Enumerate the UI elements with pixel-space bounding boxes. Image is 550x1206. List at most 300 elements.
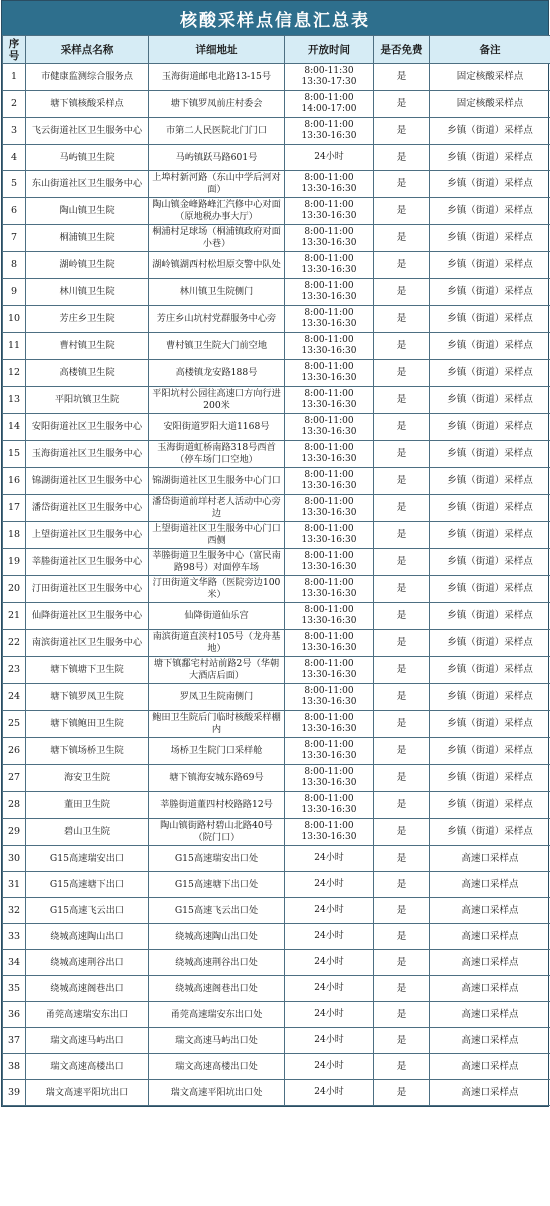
- hours-line: 8:00-11:00: [304, 578, 354, 588]
- cell-address: 鲍田卫生院后门临时核酸采样棚内: [149, 711, 285, 738]
- header-name: 采样点名称: [26, 36, 149, 64]
- table-row: [3, 145, 550, 171]
- hours-line: 8:00-11:00: [304, 227, 354, 237]
- hours-line: 24小时: [314, 879, 344, 889]
- cell-hours: [285, 414, 374, 441]
- cell-no: 25: [3, 711, 26, 738]
- hours-line: 8:00-11:00: [304, 173, 354, 183]
- hours-line: 13:30-16:30: [301, 211, 357, 221]
- cell-note: 高速口采样点: [430, 1054, 550, 1080]
- hours-line: 13:30-16:30: [301, 292, 357, 302]
- cell-no: 10: [3, 306, 26, 333]
- cell-note: 高速口采样点: [430, 898, 550, 924]
- hours-line: 8:00-11:00: [304, 416, 354, 426]
- cell-free: 是: [374, 414, 430, 441]
- hours-line: 24小时: [314, 931, 344, 941]
- cell-no: 6: [3, 198, 26, 225]
- hours-line: 24小时: [314, 1035, 344, 1045]
- cell-note: 乡镇（街道）采样点: [430, 360, 550, 387]
- cell-name: 董田卫生院: [26, 792, 149, 819]
- table-row: [3, 118, 550, 145]
- cell-name: 芳庄乡卫生院: [26, 306, 149, 333]
- cell-name: 塘下镇场桥卫生院: [26, 738, 149, 765]
- cell-name: 碧山卫生院: [26, 819, 149, 846]
- cell-free: 是: [374, 738, 430, 765]
- cell-note: 乡镇（街道）采样点: [430, 306, 550, 333]
- cell-name: 汀田街道社区卫生服务中心: [26, 576, 149, 603]
- hours-line: 13:30-16:30: [301, 697, 357, 707]
- table-row: [3, 441, 550, 468]
- cell-no: 26: [3, 738, 26, 765]
- cell-note: 乡镇（街道）采样点: [430, 819, 550, 846]
- cell-name: 马屿镇卫生院: [26, 145, 149, 171]
- hours-line: 13:30-16:30: [301, 481, 357, 491]
- cell-hours: [285, 1028, 374, 1054]
- table-row: [3, 657, 550, 684]
- cell-free: 是: [374, 1080, 430, 1106]
- cell-free: 是: [374, 387, 430, 414]
- cell-hours: [285, 225, 374, 252]
- cell-no: 23: [3, 657, 26, 684]
- hours-line: 13:30-16:30: [301, 643, 357, 653]
- table-row: [3, 387, 550, 414]
- cell-hours: [285, 630, 374, 657]
- cell-name: 塘下镇核酸采样点: [26, 91, 149, 118]
- cell-address: 南滨街道直浃村105号（龙舟基地）: [149, 630, 285, 657]
- cell-hours: [285, 360, 374, 387]
- cell-free: 是: [374, 1028, 430, 1054]
- cell-name: 湖岭镇卫生院: [26, 252, 149, 279]
- cell-note: 乡镇（街道）采样点: [430, 522, 550, 549]
- cell-no: 33: [3, 924, 26, 950]
- hours-line: 8:00-11:00: [304, 524, 354, 534]
- cell-note: 乡镇（街道）采样点: [430, 738, 550, 765]
- hours-line: 8:00-11:00: [304, 713, 354, 723]
- cell-address: 玉海街道邮电北路13-15号: [149, 64, 285, 91]
- cell-name: 林川镇卫生院: [26, 279, 149, 306]
- cell-free: 是: [374, 495, 430, 522]
- hours-line: 8:00-11:00: [304, 551, 354, 561]
- cell-no: 3: [3, 118, 26, 145]
- cell-address: 市第二人民医院北门门口: [149, 118, 285, 145]
- hours-line: 8:00-11:00: [304, 120, 354, 130]
- cell-address: 桐浦村足球场（桐浦镇政府对面小巷）: [149, 225, 285, 252]
- cell-no: 38: [3, 1054, 26, 1080]
- cell-name: 高楼镇卫生院: [26, 360, 149, 387]
- cell-note: 固定核酸采样点: [430, 91, 550, 118]
- hours-line: 8:00-11:00: [304, 362, 354, 372]
- hours-line: 13:30-16:30: [301, 832, 357, 842]
- cell-name: 陶山镇卫生院: [26, 198, 149, 225]
- cell-note: 高速口采样点: [430, 846, 550, 872]
- cell-free: 是: [374, 630, 430, 657]
- cell-free: 是: [374, 924, 430, 950]
- cell-note: 乡镇（街道）采样点: [430, 792, 550, 819]
- hours-line: 8:00-11:00: [304, 605, 354, 615]
- table-row: [3, 603, 550, 630]
- hours-line: 13:30-16:30: [301, 508, 357, 518]
- hours-line: 13:30-16:30: [301, 589, 357, 599]
- table-row: [3, 872, 550, 898]
- cell-address: 锦湖街道社区卫生服务中心门口: [149, 468, 285, 495]
- hours-line: 13:30-16:30: [301, 670, 357, 680]
- cell-note: 乡镇（街道）采样点: [430, 684, 550, 711]
- hours-line: 13:30-16:30: [301, 724, 357, 734]
- hours-line: 13:30-16:30: [301, 238, 357, 248]
- cell-address: 马屿镇跃马路601号: [149, 145, 285, 171]
- hours-line: 13:30-16:30: [301, 427, 357, 437]
- cell-name: G15高速飞云出口: [26, 898, 149, 924]
- table-row: [3, 414, 550, 441]
- cell-note: 乡镇（街道）采样点: [430, 387, 550, 414]
- cell-name: 玉海街道社区卫生服务中心: [26, 441, 149, 468]
- cell-free: 是: [374, 549, 430, 576]
- cell-note: 高速口采样点: [430, 1028, 550, 1054]
- hours-line: 8:00-11:00: [304, 821, 354, 831]
- hours-line: 8:00-11:30: [304, 66, 354, 76]
- cell-name: 瑞文高速马屿出口: [26, 1028, 149, 1054]
- cell-no: 32: [3, 898, 26, 924]
- cell-hours: [285, 91, 374, 118]
- cell-hours: [285, 1080, 374, 1106]
- cell-free: 是: [374, 950, 430, 976]
- cell-free: 是: [374, 603, 430, 630]
- cell-note: 乡镇（街道）采样点: [430, 333, 550, 360]
- cell-free: 是: [374, 118, 430, 145]
- cell-name: 平阳坑镇卫生院: [26, 387, 149, 414]
- table-row: [3, 738, 550, 765]
- table-row: [3, 333, 550, 360]
- cell-hours: [285, 792, 374, 819]
- cell-address: 芳庄乡山坑村党群服务中心旁: [149, 306, 285, 333]
- cell-free: 是: [374, 657, 430, 684]
- cell-no: 15: [3, 441, 26, 468]
- hours-line: 8:00-11:00: [304, 389, 354, 399]
- cell-hours: [285, 1054, 374, 1080]
- cell-no: 1: [3, 64, 26, 91]
- cell-note: 高速口采样点: [430, 1080, 550, 1106]
- cell-address: 瑞文高速高楼出口处: [149, 1054, 285, 1080]
- cell-name: 海安卫生院: [26, 765, 149, 792]
- cell-address: 陶山镇金峰路峰汇汽修中心对面（原地税办事大厅）: [149, 198, 285, 225]
- cell-address: 平阳坑村公园往高速口方向行进200米: [149, 387, 285, 414]
- cell-address: 塘下镇罗凤前庄村委会: [149, 91, 285, 118]
- hours-line: 24小时: [314, 957, 344, 967]
- hours-line: 13:30-16:30: [301, 400, 357, 410]
- hours-line: 8:00-11:00: [304, 443, 354, 453]
- cell-note: 乡镇（街道）采样点: [430, 603, 550, 630]
- cell-address: G15高速塘下出口处: [149, 872, 285, 898]
- cell-address: G15高速瑞安出口处: [149, 846, 285, 872]
- cell-hours: [285, 846, 374, 872]
- hours-line: 8:00-11:00: [304, 470, 354, 480]
- cell-free: 是: [374, 279, 430, 306]
- hours-line: 8:00-11:00: [304, 308, 354, 318]
- cell-address: 瑞文高速马屿出口处: [149, 1028, 285, 1054]
- cell-note: 乡镇（街道）采样点: [430, 198, 550, 225]
- cell-name: 仙降街道社区卫生服务中心: [26, 603, 149, 630]
- cell-address: 汀田街道文华路（医院旁边100米）: [149, 576, 285, 603]
- cell-hours: [285, 495, 374, 522]
- cell-hours: [285, 576, 374, 603]
- hours-line: 13:30-16:30: [301, 131, 357, 141]
- cell-address: 绕城高速荆谷出口处: [149, 950, 285, 976]
- cell-address: 曹村镇卫生院大门前空地: [149, 333, 285, 360]
- cell-hours: [285, 976, 374, 1002]
- hours-line: 13:30-16:30: [301, 184, 357, 194]
- cell-note: 乡镇（街道）采样点: [430, 118, 550, 145]
- cell-hours: [285, 171, 374, 198]
- cell-note: 乡镇（街道）采样点: [430, 414, 550, 441]
- hours-line: 8:00-11:00: [304, 93, 354, 103]
- hours-line: 8:00-11:00: [304, 659, 354, 669]
- table-row: [3, 549, 550, 576]
- cell-free: 是: [374, 819, 430, 846]
- cell-name: 塘下镇鲍田卫生院: [26, 711, 149, 738]
- cell-name: 锦湖街道社区卫生服务中心: [26, 468, 149, 495]
- cell-no: 20: [3, 576, 26, 603]
- cell-name: 绕城高速阁巷出口: [26, 976, 149, 1002]
- table-row: [3, 950, 550, 976]
- cell-hours: [285, 198, 374, 225]
- cell-address: 安阳街道罗阳大道1168号: [149, 414, 285, 441]
- hours-line: 13:30-16:30: [301, 805, 357, 815]
- cell-address: 林川镇卫生院侧门: [149, 279, 285, 306]
- cell-name: 市健康监测综合服务点: [26, 64, 149, 91]
- cell-free: 是: [374, 198, 430, 225]
- cell-no: 22: [3, 630, 26, 657]
- table-row: [3, 1080, 550, 1106]
- cell-note: 乡镇（街道）采样点: [430, 145, 550, 171]
- cell-free: 是: [374, 576, 430, 603]
- table-row: [3, 360, 550, 387]
- hours-line: 13:30-16:30: [301, 751, 357, 761]
- hours-line: 13:30-16:30: [301, 265, 357, 275]
- table-row: [3, 898, 550, 924]
- cell-hours: [285, 603, 374, 630]
- cell-note: 乡镇（街道）采样点: [430, 765, 550, 792]
- cell-name: 东山街道社区卫生服务中心: [26, 171, 149, 198]
- cell-note: 固定核酸采样点: [430, 64, 550, 91]
- table-body: [3, 64, 550, 1106]
- cell-no: 14: [3, 414, 26, 441]
- cell-note: 高速口采样点: [430, 872, 550, 898]
- cell-name: 甬莞高速瑞安东出口: [26, 1002, 149, 1028]
- cell-name: G15高速塘下出口: [26, 872, 149, 898]
- cell-no: 5: [3, 171, 26, 198]
- table-row: [3, 198, 550, 225]
- cell-address: 上望街道社区卫生服务中心门口西侧: [149, 522, 285, 549]
- cell-note: 乡镇（街道）采样点: [430, 441, 550, 468]
- cell-note: 乡镇（街道）采样点: [430, 549, 550, 576]
- cell-hours: [285, 145, 374, 171]
- table-row: [3, 91, 550, 118]
- cell-no: 27: [3, 765, 26, 792]
- cell-no: 34: [3, 950, 26, 976]
- cell-hours: [285, 898, 374, 924]
- cell-free: 是: [374, 711, 430, 738]
- hours-line: 13:30-16:30: [301, 373, 357, 383]
- hours-line: 13:30-16:30: [301, 778, 357, 788]
- cell-hours: [285, 468, 374, 495]
- cell-no: 16: [3, 468, 26, 495]
- header-address: 详细地址: [149, 36, 285, 64]
- cell-no: 11: [3, 333, 26, 360]
- cell-hours: [285, 872, 374, 898]
- cell-address: 湖岭镇湖西村松坦原交警中队处: [149, 252, 285, 279]
- hours-line: 8:00-11:00: [304, 200, 354, 210]
- cell-free: 是: [374, 1054, 430, 1080]
- cell-hours: [285, 549, 374, 576]
- hours-line: 8:00-11:00: [304, 767, 354, 777]
- cell-note: 高速口采样点: [430, 924, 550, 950]
- cell-free: 是: [374, 1002, 430, 1028]
- hours-line: 24小时: [314, 983, 344, 993]
- cell-free: 是: [374, 91, 430, 118]
- cell-free: 是: [374, 171, 430, 198]
- cell-no: 21: [3, 603, 26, 630]
- table-row: [3, 846, 550, 872]
- cell-name: 绕城高速陶山出口: [26, 924, 149, 950]
- hours-line: 8:00-11:00: [304, 281, 354, 291]
- cell-address: 塘下镇鄱宅村站前路2号（华朝大酒店后面）: [149, 657, 285, 684]
- cell-note: 乡镇（街道）采样点: [430, 468, 550, 495]
- cell-free: 是: [374, 765, 430, 792]
- cell-address: 场桥卫生院门口采样舱: [149, 738, 285, 765]
- cell-hours: [285, 252, 374, 279]
- hours-line: 13:30-16:30: [301, 319, 357, 329]
- hours-line: 13:30-16:30: [301, 616, 357, 626]
- hours-line: 8:00-11:00: [304, 497, 354, 507]
- cell-hours: [285, 522, 374, 549]
- cell-hours: [285, 387, 374, 414]
- cell-free: 是: [374, 333, 430, 360]
- cell-free: 是: [374, 468, 430, 495]
- cell-hours: [285, 765, 374, 792]
- table-row: [3, 64, 550, 91]
- cell-name: 瑞文高速高楼出口: [26, 1054, 149, 1080]
- cell-note: 高速口采样点: [430, 976, 550, 1002]
- cell-no: 24: [3, 684, 26, 711]
- cell-free: 是: [374, 684, 430, 711]
- hours-line: 13:30-16:30: [301, 454, 357, 464]
- sampling-points-sheet: [1, 0, 549, 1107]
- header-no: 序号: [3, 36, 26, 64]
- hours-line: 24小时: [314, 1009, 344, 1019]
- cell-address: 莘塍街道卫生服务中心（富民南路98号）对面停车场: [149, 549, 285, 576]
- cell-note: 乡镇（街道）采样点: [430, 252, 550, 279]
- cell-address: 上埠村新河路（东山中学后河对面）: [149, 171, 285, 198]
- cell-name: 莘塍街道社区卫生服务中心: [26, 549, 149, 576]
- cell-free: 是: [374, 145, 430, 171]
- cell-name: 飞云街道社区卫生服务中心: [26, 118, 149, 145]
- cell-note: 乡镇（街道）采样点: [430, 630, 550, 657]
- cell-name: 塘下镇罗凤卫生院: [26, 684, 149, 711]
- cell-hours: [285, 819, 374, 846]
- table-row: [3, 495, 550, 522]
- cell-no: 31: [3, 872, 26, 898]
- cell-free: 是: [374, 441, 430, 468]
- cell-no: 7: [3, 225, 26, 252]
- cell-address: 莘塍街道董四村校路路12号: [149, 792, 285, 819]
- cell-hours: [285, 118, 374, 145]
- cell-note: 乡镇（街道）采样点: [430, 225, 550, 252]
- cell-address: 甬莞高速瑞安东出口处: [149, 1002, 285, 1028]
- cell-no: 9: [3, 279, 26, 306]
- cell-free: 是: [374, 522, 430, 549]
- table-row: [3, 684, 550, 711]
- hours-line: 24小时: [314, 1087, 344, 1097]
- table-row: [3, 468, 550, 495]
- cell-free: 是: [374, 252, 430, 279]
- cell-name: 南滨街道社区卫生服务中心: [26, 630, 149, 657]
- cell-hours: [285, 279, 374, 306]
- cell-address: 仙降街道仙乐宫: [149, 603, 285, 630]
- cell-no: 35: [3, 976, 26, 1002]
- table-row: [3, 252, 550, 279]
- cell-address: 潘岱街道前垟村老人活动中心旁边: [149, 495, 285, 522]
- cell-no: 2: [3, 91, 26, 118]
- table-row: [3, 976, 550, 1002]
- table-row: [3, 171, 550, 198]
- cell-no: 30: [3, 846, 26, 872]
- cell-address: 高楼镇龙安路188号: [149, 360, 285, 387]
- cell-hours: [285, 306, 374, 333]
- hours-line: 8:00-11:00: [304, 632, 354, 642]
- hours-line: 13:30-17:30: [301, 77, 357, 87]
- cell-name: 桐浦镇卫生院: [26, 225, 149, 252]
- cell-free: 是: [374, 792, 430, 819]
- cell-no: 18: [3, 522, 26, 549]
- cell-name: 瑞文高速平阳坑出口: [26, 1080, 149, 1106]
- hours-line: 13:30-16:30: [301, 535, 357, 545]
- hours-line: 13:30-16:30: [301, 346, 357, 356]
- cell-address: 罗凤卫生院南侧门: [149, 684, 285, 711]
- table-header-row: [3, 36, 550, 64]
- table-row: [3, 765, 550, 792]
- cell-hours: [285, 1002, 374, 1028]
- cell-free: 是: [374, 898, 430, 924]
- cell-hours: [285, 333, 374, 360]
- hours-line: 8:00-11:00: [304, 254, 354, 264]
- header-note: 备注: [430, 36, 550, 64]
- cell-no: 19: [3, 549, 26, 576]
- table-row: [3, 1028, 550, 1054]
- cell-hours: [285, 924, 374, 950]
- cell-address: 玉海街道虹桥南路318号西首（停车场门口空地）: [149, 441, 285, 468]
- cell-free: 是: [374, 225, 430, 252]
- cell-note: 乡镇（街道）采样点: [430, 171, 550, 198]
- cell-hours: [285, 684, 374, 711]
- cell-no: 4: [3, 145, 26, 171]
- cell-address: 绕城高速阁巷出口处: [149, 976, 285, 1002]
- cell-note: 乡镇（街道）采样点: [430, 711, 550, 738]
- cell-no: 13: [3, 387, 26, 414]
- hours-line: 8:00-11:00: [304, 740, 354, 750]
- header-free: 是否免费: [374, 36, 430, 64]
- cell-name: 上望街道社区卫生服务中心: [26, 522, 149, 549]
- table-row: [3, 630, 550, 657]
- cell-no: 17: [3, 495, 26, 522]
- cell-hours: [285, 950, 374, 976]
- table-row: [3, 522, 550, 549]
- cell-hours: [285, 441, 374, 468]
- cell-address: 瑞文高速平阳坑出口处: [149, 1080, 285, 1106]
- hours-line: 14:00-17:00: [301, 104, 357, 114]
- cell-free: 是: [374, 872, 430, 898]
- cell-address: G15高速飞云出口处: [149, 898, 285, 924]
- cell-note: 乡镇（街道）采样点: [430, 657, 550, 684]
